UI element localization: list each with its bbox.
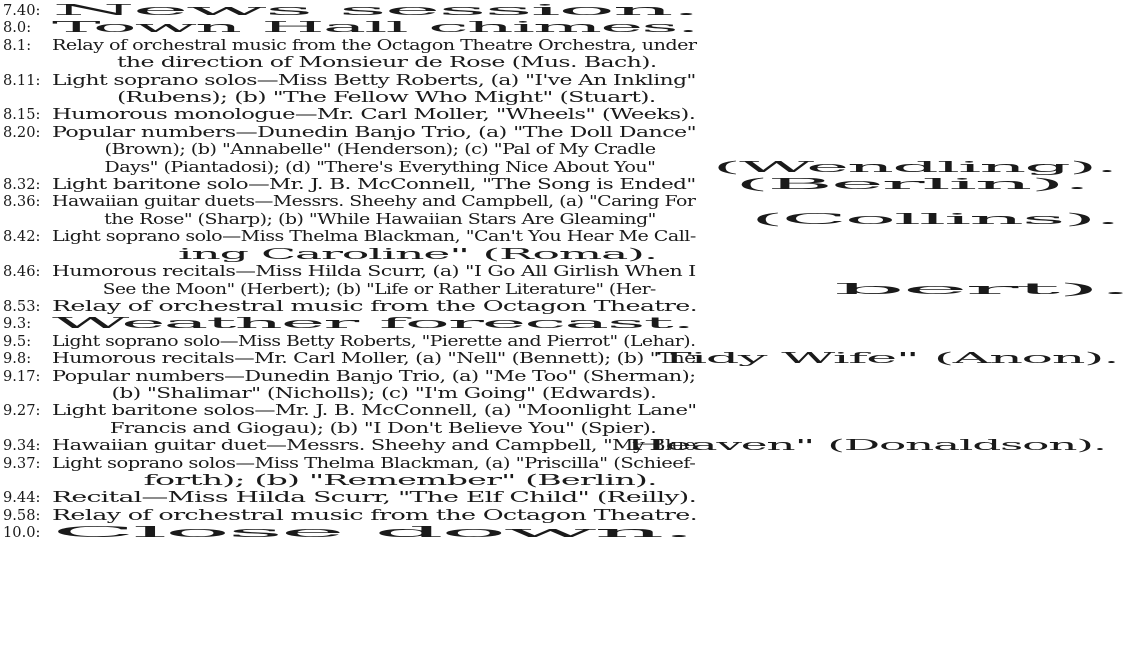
entry-line: Days" (Piantadosi); (d) "There's Everything Nice About You" <box>104 158 656 176</box>
entry-line: Weather forecast. <box>52 315 694 333</box>
entry-line: (Rubens); (b) "The Fellow Who Might" (Stuart). <box>116 89 656 107</box>
entry-time: 9.3: <box>3 315 32 333</box>
entry-line: Humorous recitals—Mr. Carl Moller, (a) "Nell" (Bennett); (b) "The <box>52 350 696 368</box>
entry-line: (Brown); (b) "Annabelle" (Henderson); (c) "Pal of My Cradle <box>104 141 656 159</box>
program-entry <box>0 489 700 506</box>
entry-line: Relay of orchestral music from the Octagon Theatre. <box>52 506 697 524</box>
entry-line: Francis and Giogau); (b) "I Don't Believe You" (Spier). <box>109 419 657 437</box>
entry-text <box>52 106 700 123</box>
entry-time: 9.58: <box>3 506 41 524</box>
entry-line: Relay of orchestral music from the Octagon Theatre. <box>52 297 697 315</box>
program-entry <box>0 437 1106 455</box>
entry-text <box>52 368 700 403</box>
entry-line: the direction of Monsieur de Rose (Mus. Bach). <box>116 54 657 72</box>
program-entry <box>0 19 700 36</box>
entry-text <box>52 350 1119 368</box>
entry-text <box>52 507 700 524</box>
entry-line: Light soprano solo—Miss Betty Roberts, "Pierette and Pierrot" (Lehar). <box>52 332 696 350</box>
entry-time: 9.27: <box>3 402 41 420</box>
entry-line: Close down. <box>52 524 694 542</box>
entry-text <box>52 2 700 19</box>
entry-time: 8.53: <box>3 297 41 315</box>
entry-line: Popular numbers—Dunedin Banjo Trio, (a) "Me Too" (Sherman); <box>52 367 696 385</box>
entry-line: (Berlin). <box>734 176 1089 194</box>
entry-time: 8.42: <box>3 228 41 246</box>
program-entry <box>0 72 700 107</box>
program-entry <box>0 333 700 350</box>
entry-text <box>52 72 700 107</box>
entry-line: (b) "Shalimar" (Nicholls); (c) "I'm Going" (Edwards). <box>111 384 657 402</box>
entry-line: Relay of orchestral music from the Octagon Theatre Orchestra, under <box>52 36 697 54</box>
entry-line: Humorous monologue—Mr. Carl Moller, "Wheels" (Weeks). <box>52 106 696 124</box>
program-entry <box>0 228 700 263</box>
entry-time: 9.5: <box>3 332 32 350</box>
entry-time: 8.36: <box>3 193 41 211</box>
program-entry <box>0 368 700 403</box>
entry-line: (Collins). <box>750 210 1120 228</box>
program-entry <box>0 315 700 332</box>
entry-text <box>52 37 700 72</box>
entry-text <box>52 402 700 437</box>
program-entry <box>0 350 1119 368</box>
entry-time: 9.17: <box>3 367 41 385</box>
entry-line: Light baritone solos—Mr. J. B. McConnell, (a) "Moonlight Lane" <box>52 402 697 420</box>
entry-text <box>52 123 1117 176</box>
entry-time: 8.32: <box>3 176 41 194</box>
program-entry <box>0 298 700 315</box>
entry-time: 7.40: <box>3 2 41 19</box>
entry-line: Recital—Miss Hilda Scurr, "The Elf Child" (Reilly). <box>52 489 697 507</box>
entry-line: ing Caroline" (Roma). <box>177 245 658 263</box>
entry-text <box>52 437 1106 455</box>
entry-time: 9.37: <box>3 454 41 472</box>
entry-line: (Wendling). <box>712 158 1117 176</box>
entry-line: See the Moon" (Herbert); (b) "Life or Rather Literature" (Her- <box>102 280 656 298</box>
entry-text <box>52 315 700 332</box>
entry-line: Light soprano solo—Miss Thelma Blackman, "Can't You Hear Me Call- <box>52 228 696 246</box>
entry-line: Humorous recitals—Miss Hilda Scurr, (a) "I Go All Girlish When I <box>52 263 696 281</box>
entry-text <box>52 19 700 36</box>
program-entry <box>0 123 1117 176</box>
program-entry <box>0 507 700 524</box>
entry-line: Tidy Wife" (Anon). <box>656 350 1119 368</box>
entry-text <box>52 263 1130 298</box>
entry-time: 8.0: <box>3 19 32 37</box>
entry-line: Hawaiian guitar duets—Messrs. Sheehy and Campbell, (a) "Caring For <box>52 193 696 211</box>
entry-text <box>52 524 700 541</box>
entry-text <box>52 333 700 350</box>
entry-line: Town Hall chimes. <box>52 19 698 37</box>
entry-line: Light soprano solos—Miss Betty Roberts, (a) "I've An Inkling" <box>52 71 696 89</box>
entry-line: News session. <box>52 2 699 19</box>
entry-text <box>52 489 700 506</box>
entry-line: Light soprano solos—Miss Thelma Blackman, (a) "Priscilla" (Schieef- <box>52 454 696 472</box>
entry-line: the Rose" (Sharp); (b) "While Hawaiian Stars Are Gleaming" <box>104 210 656 228</box>
entry-text <box>52 193 1120 228</box>
program-entry <box>0 455 700 490</box>
entry-line: Heaven" (Donaldson). <box>626 437 1106 455</box>
entry-time: 8.46: <box>3 263 41 281</box>
entry-time: 8.1: <box>3 36 32 54</box>
program-entry <box>0 193 1120 228</box>
entry-time: 8.15: <box>3 106 41 124</box>
radio-program-listing <box>0 2 1130 652</box>
program-entry <box>0 2 700 19</box>
entry-text <box>52 455 700 490</box>
entry-line: bert). <box>833 280 1130 298</box>
entry-time: 10.0: <box>3 524 41 542</box>
entry-text <box>52 228 700 263</box>
entry-time: 8.20: <box>3 123 41 141</box>
program-entry <box>0 263 1130 298</box>
program-entry <box>0 37 700 72</box>
entry-time: 9.8: <box>3 350 32 368</box>
entry-time: 8.11: <box>3 71 41 89</box>
entry-line: Light baritone solo—Mr. J. B. McConnell, "The Song is Ended" <box>52 176 696 194</box>
program-entry <box>0 524 700 541</box>
entry-line: Hawaiian guitar duet—Messrs. Sheehy and Campbell, "My Blue <box>52 437 696 455</box>
entry-text <box>52 298 700 315</box>
entry-time: 9.44: <box>3 489 41 507</box>
entry-time: 9.34: <box>3 437 41 455</box>
program-entry <box>0 402 700 437</box>
entry-line: forth); (b) "Remember" (Berlin). <box>143 471 657 489</box>
program-entry <box>0 106 700 123</box>
entry-text <box>52 176 1089 194</box>
program-entry <box>0 176 1089 194</box>
entry-line: Popular numbers—Dunedin Banjo Trio, (a) "The Doll Dance" <box>52 123 697 141</box>
